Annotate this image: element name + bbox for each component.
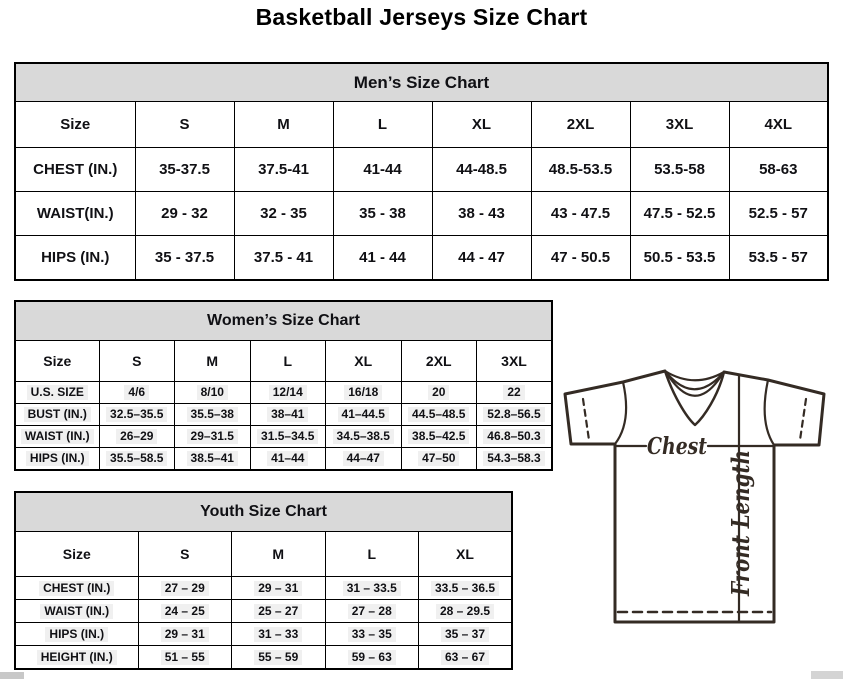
chest-label: Chest	[647, 433, 708, 460]
size-cell: 20	[401, 382, 477, 404]
column-header: S	[138, 532, 232, 577]
size-cell: 43 - 47.5	[531, 192, 630, 236]
size-cell: 48.5-53.5	[531, 148, 630, 192]
size-cell: 4/6	[99, 382, 175, 404]
column-header: 2XL	[401, 341, 477, 382]
column-header: L	[250, 341, 326, 382]
size-cell: 35 – 37	[419, 623, 513, 646]
table-row	[15, 448, 552, 471]
size-cell: 22	[477, 382, 553, 404]
row-label: WAIST(IN.)	[15, 192, 135, 236]
column-header: M	[234, 102, 333, 148]
mens-table-header: Men’s Size Chart	[15, 63, 828, 102]
size-cell: 41 - 44	[333, 236, 432, 281]
size-cell: 31.5–34.5	[250, 426, 326, 448]
row-label: HIPS (IN.)	[15, 236, 135, 281]
size-cell: 25 – 27	[232, 600, 326, 623]
size-cell: 53.5 - 57	[729, 236, 828, 281]
armhole-seam-left	[615, 382, 626, 444]
column-header: S	[99, 341, 175, 382]
size-cell: 38–41	[250, 404, 326, 426]
table-row	[15, 646, 512, 670]
size-cell: 29 – 31	[232, 577, 326, 600]
column-header: 3XL	[477, 341, 553, 382]
size-cell: 8/10	[175, 382, 251, 404]
size-cell: 53.5-58	[630, 148, 729, 192]
size-cell: 24 – 25	[138, 600, 232, 623]
size-cell: 31 – 33.5	[325, 577, 419, 600]
row-label: WAIST (IN.)	[15, 600, 138, 623]
size-cell: 35.5–58.5	[99, 448, 175, 471]
size-cell: 26–29	[99, 426, 175, 448]
size-cell: 27 – 29	[138, 577, 232, 600]
column-header: XL	[419, 532, 513, 577]
size-cell: 38.5–41	[175, 448, 251, 471]
size-cell: 52.8–56.5	[477, 404, 553, 426]
size-cell: 27 – 28	[325, 600, 419, 623]
table-row	[15, 623, 512, 646]
table-row	[15, 600, 512, 623]
table-row	[15, 426, 552, 448]
row-label: U.S. SIZE	[15, 382, 99, 404]
column-header: 2XL	[531, 102, 630, 148]
youth-size-table	[14, 491, 513, 670]
table-row	[15, 404, 552, 426]
column-header: Size	[15, 102, 135, 148]
column-header: XL	[432, 102, 531, 148]
size-cell: 32.5–35.5	[99, 404, 175, 426]
column-header: 4XL	[729, 102, 828, 148]
row-label: BUST (IN.)	[15, 404, 99, 426]
size-cell: 34.5–38.5	[326, 426, 402, 448]
size-cell: 47–50	[401, 448, 477, 471]
size-cell: 44.5–48.5	[401, 404, 477, 426]
cropped-ui-fragment-left	[0, 672, 24, 679]
sleeve-stitch-left	[583, 399, 589, 440]
size-cell: 35.5–38	[175, 404, 251, 426]
size-cell: 38 - 43	[432, 192, 531, 236]
row-label: HEIGHT (IN.)	[15, 646, 138, 670]
size-cell: 52.5 - 57	[729, 192, 828, 236]
size-cell: 47 - 50.5	[531, 236, 630, 281]
front-length-label: Front Length	[726, 418, 755, 596]
size-cell: 37.5-41	[234, 148, 333, 192]
column-header: Size	[15, 532, 138, 577]
size-cell: 35 - 38	[333, 192, 432, 236]
size-cell: 54.3–58.3	[477, 448, 553, 471]
armhole-seam-right	[765, 380, 774, 445]
size-cell: 50.5 - 53.5	[630, 236, 729, 281]
size-cell: 63 – 67	[419, 646, 513, 670]
size-cell: 32 - 35	[234, 192, 333, 236]
row-label: CHEST (IN.)	[15, 148, 135, 192]
column-header: XL	[326, 341, 402, 382]
size-cell: 58-63	[729, 148, 828, 192]
size-cell: 37.5 - 41	[234, 236, 333, 281]
size-cell: 12/14	[250, 382, 326, 404]
row-label: HIPS (IN.)	[15, 448, 99, 471]
table-row	[15, 192, 828, 236]
column-header: M	[175, 341, 251, 382]
mens-size-table	[14, 62, 829, 281]
womens-size-table	[14, 300, 553, 471]
size-cell: 38.5–42.5	[401, 426, 477, 448]
size-cell: 44–47	[326, 448, 402, 471]
table-row	[15, 577, 512, 600]
jersey-outline	[565, 371, 824, 622]
row-label: WAIST (IN.)	[15, 426, 99, 448]
size-cell: 35-37.5	[135, 148, 234, 192]
size-cell: 44-48.5	[432, 148, 531, 192]
page-title: Basketball Jerseys Size Chart	[255, 4, 588, 30]
size-cell: 29 - 32	[135, 192, 234, 236]
womens-table-header: Women’s Size Chart	[15, 301, 552, 341]
size-cell: 41-44	[333, 148, 432, 192]
table-row	[15, 148, 828, 192]
size-cell: 55 – 59	[232, 646, 326, 670]
size-cell: 51 – 55	[138, 646, 232, 670]
size-cell: 28 – 29.5	[419, 600, 513, 623]
column-header: Size	[15, 341, 99, 382]
youth-table-header: Youth Size Chart	[15, 492, 512, 532]
cropped-ui-fragment-right	[811, 671, 843, 679]
size-cell: 41–44.5	[326, 404, 402, 426]
size-cell: 59 – 63	[325, 646, 419, 670]
jersey-diagram	[558, 362, 843, 634]
row-label: CHEST (IN.)	[15, 577, 138, 600]
column-header: L	[325, 532, 419, 577]
sleeve-stitch-right	[800, 399, 806, 440]
size-cell: 16/18	[326, 382, 402, 404]
column-header: L	[333, 102, 432, 148]
row-label: HIPS (IN.)	[15, 623, 138, 646]
size-cell: 44 - 47	[432, 236, 531, 281]
table-row	[15, 236, 828, 281]
size-cell: 47.5 - 52.5	[630, 192, 729, 236]
column-header: S	[135, 102, 234, 148]
size-cell: 31 – 33	[232, 623, 326, 646]
size-cell: 33.5 – 36.5	[419, 577, 513, 600]
column-header: 3XL	[630, 102, 729, 148]
column-header: M	[232, 532, 326, 577]
table-row	[15, 382, 552, 404]
size-cell: 29–31.5	[175, 426, 251, 448]
size-cell: 33 – 35	[325, 623, 419, 646]
size-cell: 29 – 31	[138, 623, 232, 646]
size-cell: 35 - 37.5	[135, 236, 234, 281]
size-cell: 41–44	[250, 448, 326, 471]
size-cell: 46.8–50.3	[477, 426, 553, 448]
